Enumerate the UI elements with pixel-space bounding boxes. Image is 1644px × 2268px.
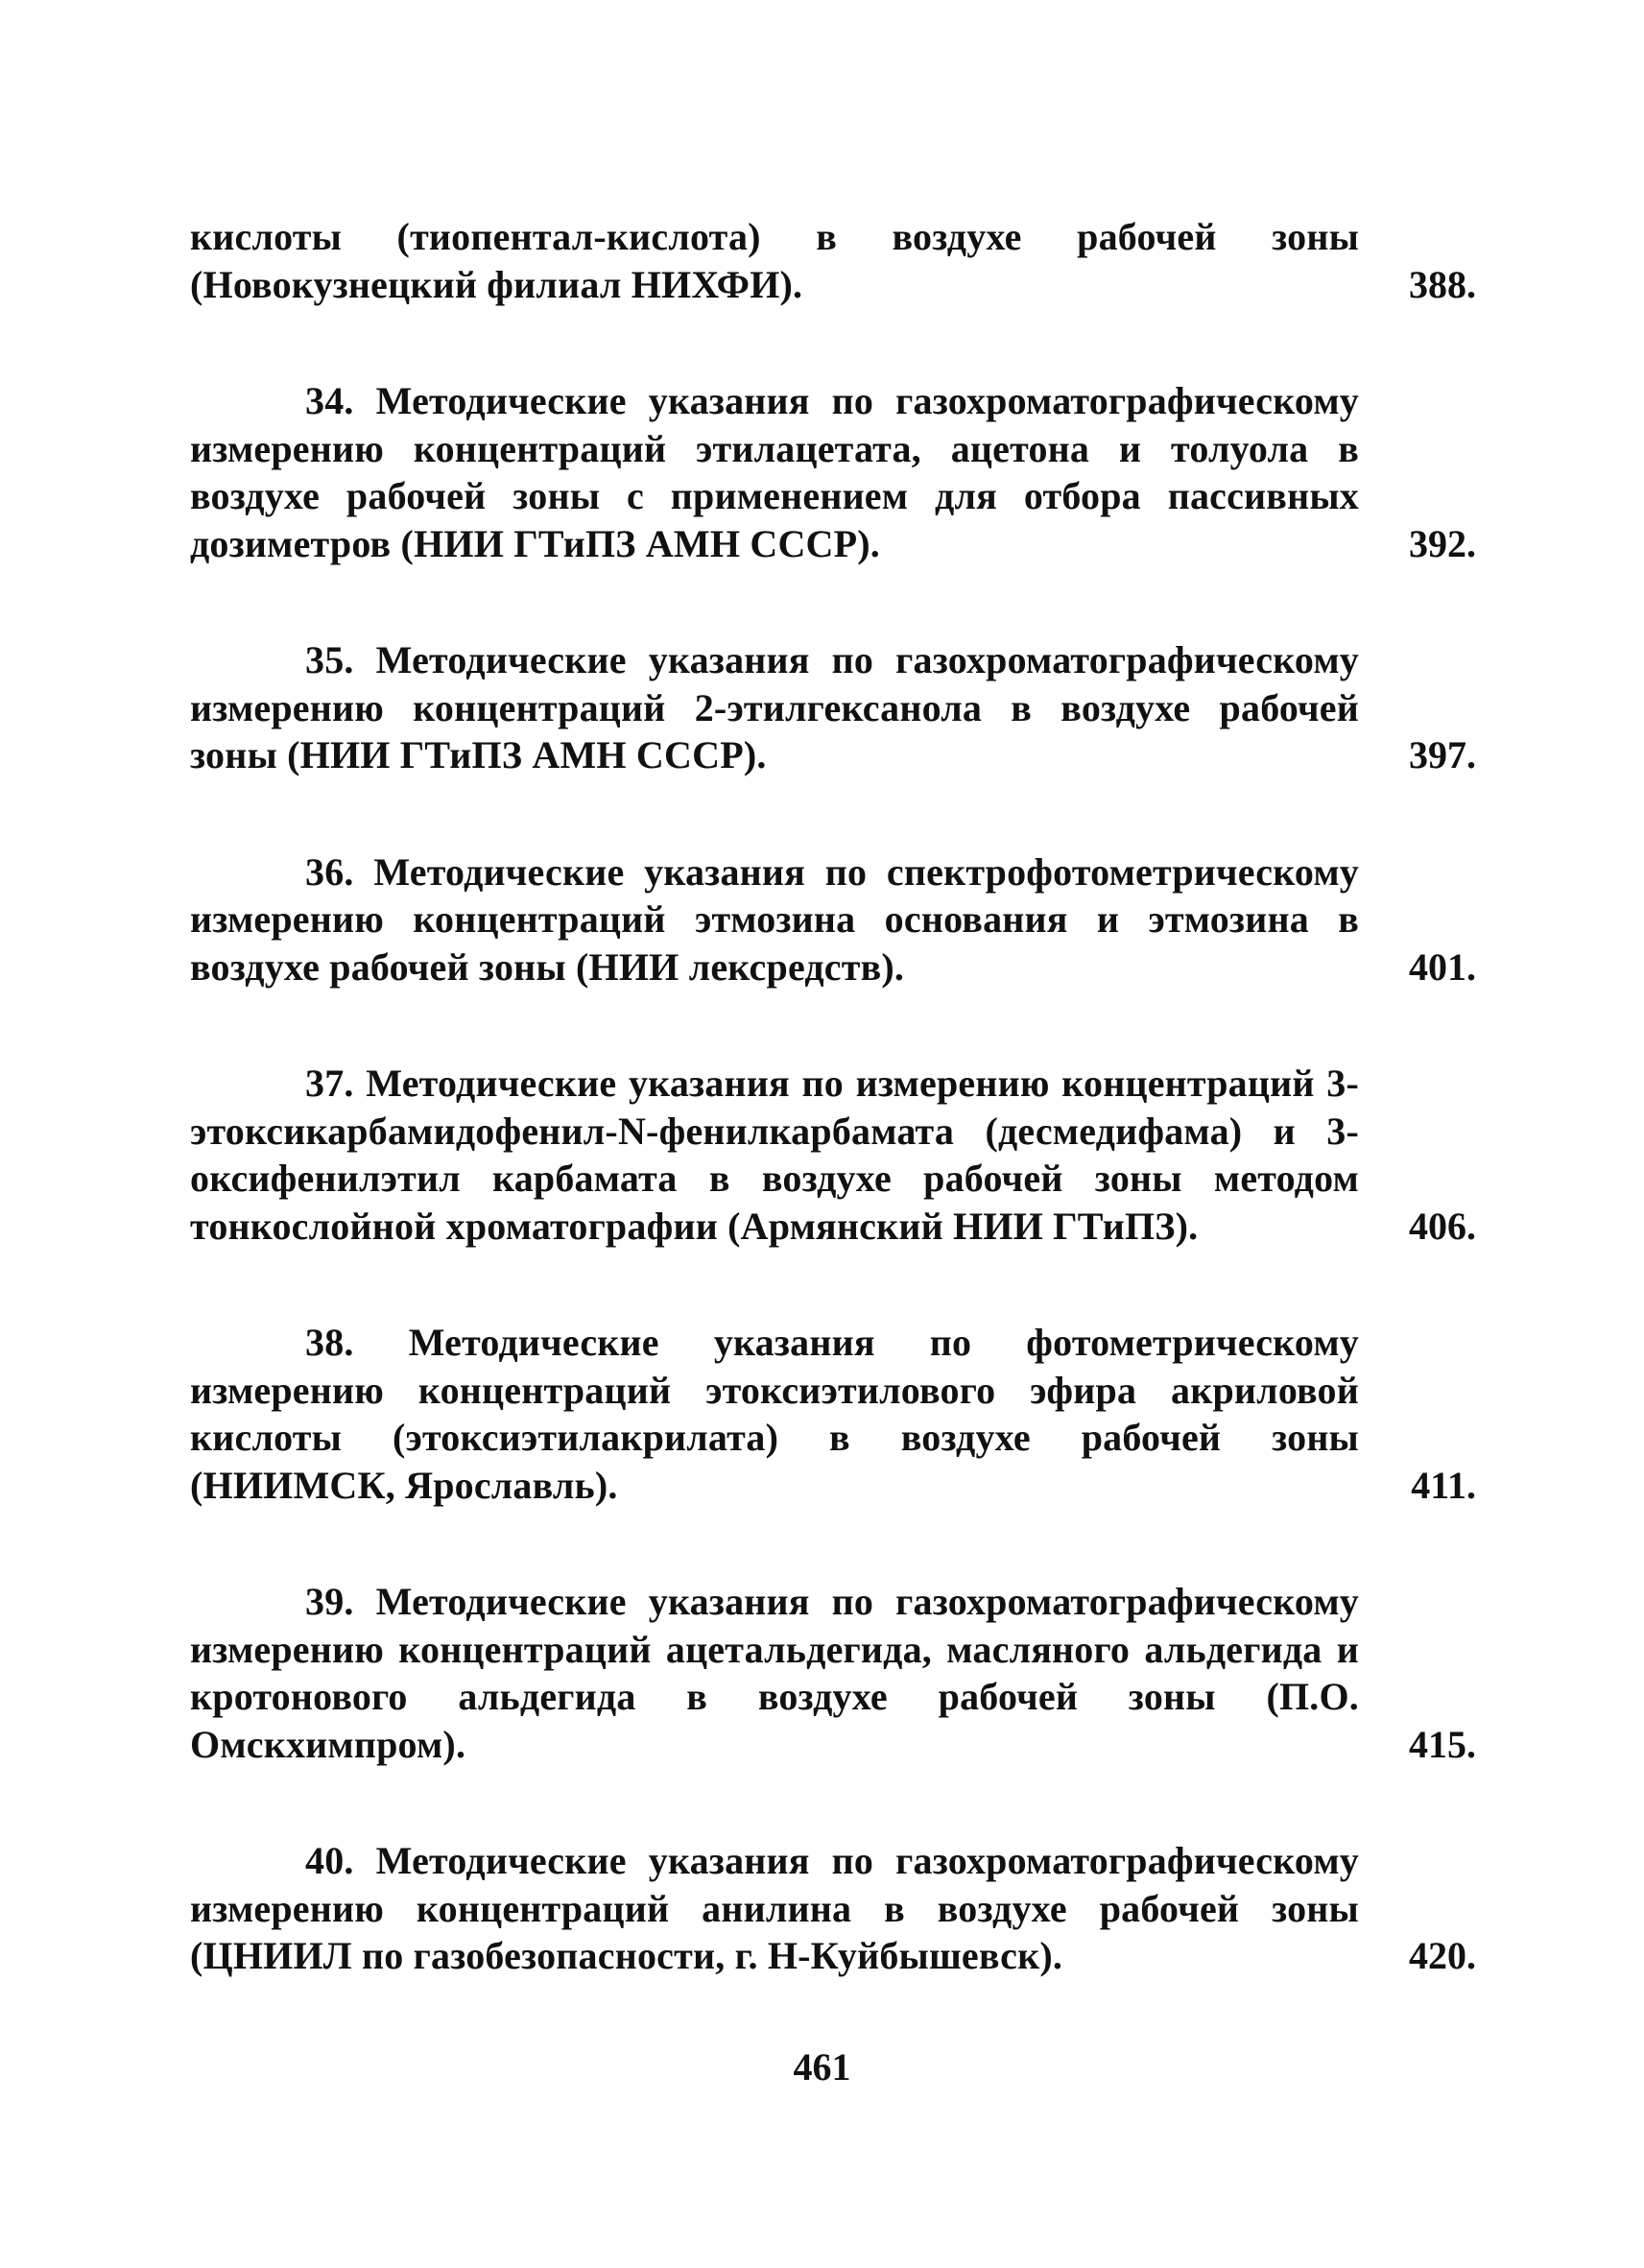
toc-entry-title: Методические указания по измерению концентраций 3-этоксикарбамидофенил-N-фенилкарбамата (десмедифама) и 3-оксифенилэтил карбамата в воздухе рабочей зоны методом тонкослойной хроматографии (Армянский НИИ ГТиПЗ). — [190, 1062, 1360, 1248]
toc-entry-number: 34. — [305, 379, 354, 422]
toc-entry-text — [190, 848, 1359, 991]
toc-entry-title: Методические указания по спектрофотометрическому измерению концентраций этмозина основания и этмозина в воздухе рабочей зоны (НИИ лексредств). — [190, 849, 1359, 989]
toc-entry-title: Методические указания по газохроматографическому измерению концентраций анилина в воздухе рабочей зоны (ЦНИИЛ по газобезопасности, г. Н-Куйбышевск). — [190, 1839, 1359, 1977]
toc-entry-36 — [190, 848, 1476, 991]
toc-entry-text — [190, 636, 1359, 779]
toc-entry-number: 35. — [305, 638, 354, 681]
toc-entry-title: Методические указания по газохроматографическому измерению концентраций 2-этилгексанола в воздухе рабочей зоны (НИИ ГТиПЗ АМН СССР). — [190, 638, 1359, 776]
toc-entry-title: кислоты (тиопентал-кислота) в воздухе рабочей зоны (Новокузнецкий филиал НИХФИ). — [190, 215, 1359, 306]
toc-entry-34 — [190, 377, 1476, 567]
toc-entry-38 — [190, 1319, 1476, 1509]
page-number: 461 — [793, 2045, 851, 2089]
toc-entry-text — [190, 1319, 1359, 1509]
toc-entry-title: Методические указания по газохроматографическому измерению концентраций этилацетата, ацетона и толуола в воздухе рабочей зоны с применением для отбора пассивных дозиметров (НИИ ГТиПЗ АМН СССР). — [190, 379, 1359, 565]
toc-entry-page: 388. — [1409, 262, 1476, 306]
toc-entry-text — [190, 1578, 1359, 1768]
toc-entry-35 — [190, 636, 1476, 779]
toc-entry-page: 397. — [1409, 733, 1476, 776]
table-of-contents — [190, 213, 1476, 2049]
toc-entry-40 — [190, 1837, 1476, 1980]
toc-entry-text — [190, 213, 1359, 308]
toc-entry-title: Методические указания по фотометрическому измерению концентраций этоксиэтилового эфира акриловой кислоты (этоксиэтилакрилата) в воздухе рабочей зоны (НИИМСК, Ярославль). — [190, 1321, 1359, 1507]
toc-entry-number: 36. — [305, 849, 354, 894]
toc-entry-number: 38. — [305, 1321, 354, 1364]
toc-entry-page: 415. — [1409, 1722, 1476, 1766]
toc-entry-text — [190, 1060, 1359, 1250]
toc-entry-39 — [190, 1578, 1476, 1768]
toc-entry-text — [190, 377, 1359, 567]
toc-entry-page: 392. — [1409, 521, 1476, 565]
toc-entry-page: 420. — [1409, 1934, 1476, 1977]
toc-entry-title: Методические указания по газохроматографическому измерению концентраций ацетальдегида, масляного альдегида и кротонового альдегида в воздухе рабочей зоны (П.О. Омскхимпром). — [190, 1580, 1359, 1766]
toc-entry-number: 40. — [305, 1839, 354, 1882]
toc-entry-text — [190, 1837, 1359, 1980]
toc-entry-33-continued — [190, 213, 1476, 308]
toc-entry-number: 37. — [305, 1062, 354, 1105]
toc-entry-37 — [190, 1060, 1476, 1250]
toc-entry-page: 406. — [1409, 1204, 1476, 1248]
toc-entry-page: 411. — [1411, 1463, 1476, 1507]
toc-entry-number: 39. — [305, 1580, 354, 1623]
toc-entry-page: 401. — [1409, 944, 1476, 989]
